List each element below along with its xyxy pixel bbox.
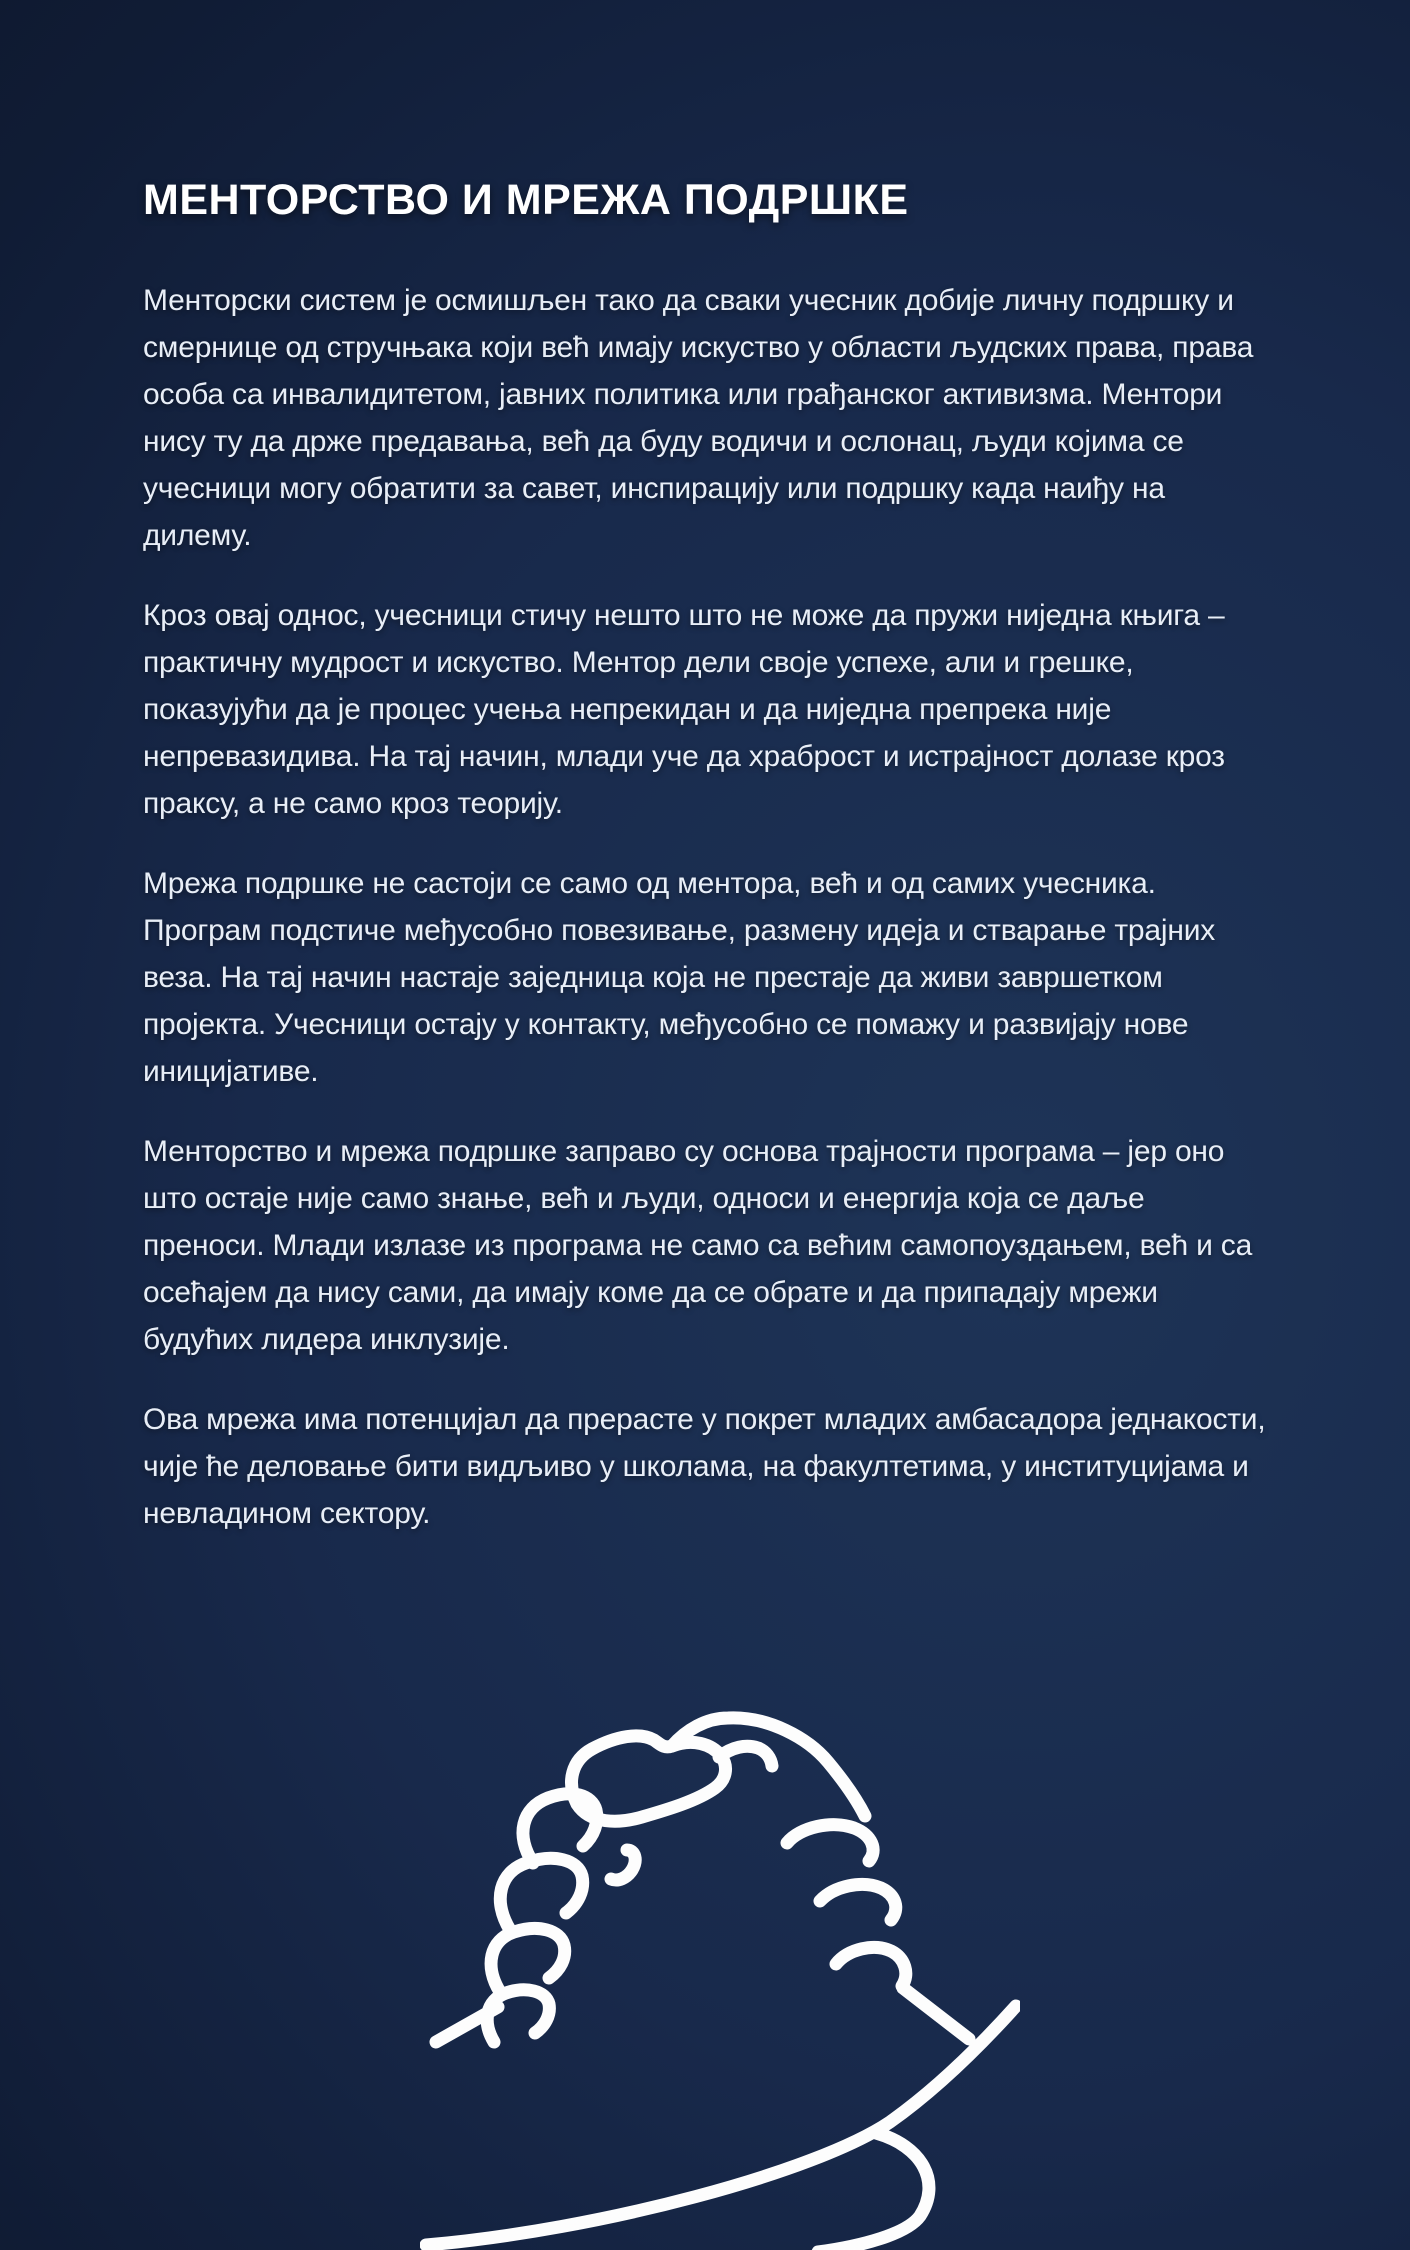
paragraph-4: Менторство и мрежа подршке заправо су основа трајности програма – јер оно што остаје није само знање, већ и људи, односи и енергија која се даље преноси. Млади излазе из програма не само са већим самопоуздањем, већ и са осећајем да нису сами, да имају коме да се обрате и да припадају мрежи будућих лидера инклузије.: [143, 1135, 1253, 1357]
left-finger-3: [491, 1928, 565, 1992]
right-finger-1: [787, 1825, 873, 1861]
paragraph-3: Мрежа подршке не састоји се само од ментора, већ и од самих учесника. Програм подстиче међусобно повезивање, размену идеја и стварање трајних веза. На тај начин настаје заједница која не престаје да живи завршетком пројекта. Учесници остају у контакту, међусобно се помажу и развијају нове иницијативе.: [143, 867, 1216, 1089]
paragraph-5: Ова мрежа има потенцијал да прерасте у покрет младих амбасадора једнакости, чије ће деловање бити видљиво у школама, на факултетима, у институцијама и невладином сектору.: [143, 1403, 1266, 1531]
left-finger-2: [500, 1858, 582, 1930]
left-finger-4: [487, 1990, 549, 2042]
paragraph-1: Менторски систем је осмишљен тако да сваки учесник добије личну подршку и смернице од стручњака који већ имају искуство у области људских права, права особа са инвалидитетом, јавних политика или грађанског активизма. Ментори нису ту да држе предавања, већ да буду водичи и ослонац, људи којима се учесници могу обратити за савет, инспирацију или подршку када наиђу на дилему.: [143, 284, 1254, 553]
text-block: [143, 176, 1268, 1570]
paragraph-2: Кроз овај однос, учесници стичу нешто што не може да пружи ниједна књига – практичну мудрост и искуство. Ментор дели своје успехе, али и грешке, показујући да је процес учења непрекидан и да ниједна препрека није непревазидива. На тај начин, млади уче да храброст и истрајност долазе кроз праксу, а не само кроз теорију.: [143, 599, 1225, 821]
page-title: МЕНТОРСТВО И МРЕЖА ПОДРШКЕ: [143, 176, 909, 224]
right-finger-2: [820, 1884, 896, 1920]
grip-gap-line: [611, 1850, 635, 1880]
clasped-hands-illustration: [420, 1700, 1020, 2250]
clasped-hands-icon: [420, 1700, 1020, 2250]
right-wrist-line: [903, 1988, 969, 2039]
right-finger-3: [836, 1947, 906, 1986]
